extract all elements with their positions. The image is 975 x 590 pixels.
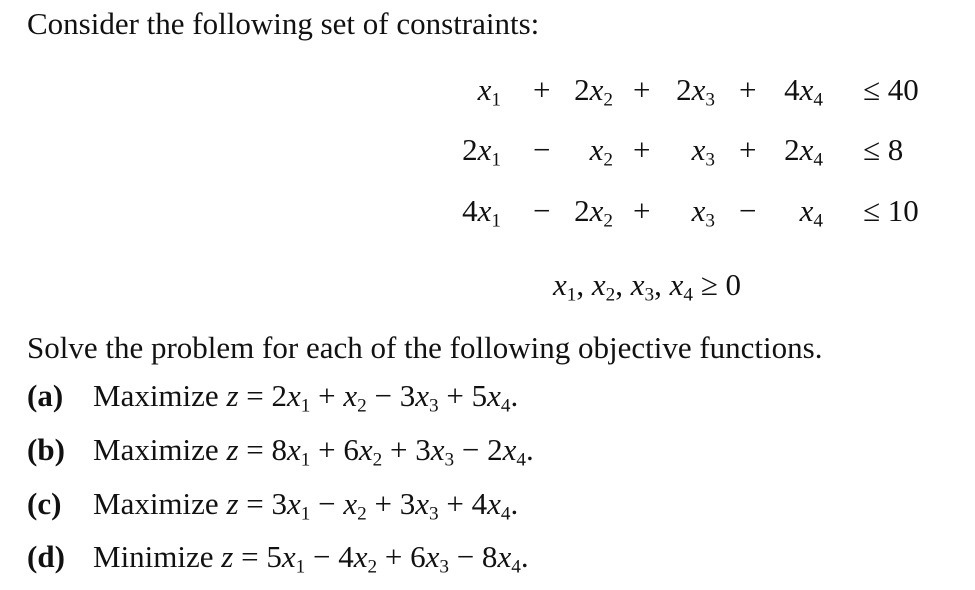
term: $4x_1$ bbox=[462, 193, 501, 232]
operator: + bbox=[633, 132, 651, 167]
term: $4x_4$ bbox=[784, 72, 823, 111]
objective-expression: $8x_1 + 6x_2 + 3x_3 - 2x_4$. bbox=[271, 432, 534, 471]
objective-variable: z bbox=[226, 486, 239, 521]
operator: − bbox=[533, 193, 551, 228]
term: $x_3$ bbox=[691, 193, 715, 232]
objective-a: (a) Maximize $z = 2x_1 + x_2 - 3x_3 + 5x_4$. bbox=[27, 378, 519, 417]
term: $x_4$ bbox=[799, 193, 823, 232]
relation-rhs: ≤ 8 bbox=[863, 132, 904, 167]
operator: − bbox=[739, 193, 757, 228]
objective-expression: $5x_1 - 4x_2 + 6x_3 - 8x_4$. bbox=[266, 539, 529, 578]
term: $x_3$ bbox=[691, 132, 715, 171]
objective-label: (c) bbox=[27, 486, 62, 521]
objective-expression: $3x_1 - x_2 + 3x_3 + 4x_4$. bbox=[271, 486, 519, 525]
operator: + bbox=[533, 72, 551, 107]
objective-c: (c) Maximize $z = 3x_1 - x_2 + 3x_3 + 4x_4$. bbox=[27, 486, 519, 525]
operator: + bbox=[633, 72, 651, 107]
objective-b: (b) Maximize $z = 8x_1 + 6x_2 + 3x_3 - 2x_4$. bbox=[27, 432, 534, 471]
objective-verb: Maximize bbox=[93, 486, 219, 521]
objective-d: (d) Minimize $z = 5x_1 - 4x_2 + 6x_3 - 8x_4$. bbox=[27, 539, 529, 578]
objective-label: (d) bbox=[27, 539, 65, 574]
intro-text: Consider the following set of constraints: bbox=[27, 6, 540, 41]
relation-rhs: ≤ 10 bbox=[863, 193, 919, 228]
objective-variable: z bbox=[226, 378, 239, 413]
term: $2x_1$ bbox=[462, 132, 501, 171]
instruction-text: Solve the problem for each of the following objective functions. bbox=[27, 330, 823, 365]
objective-verb: Minimize bbox=[93, 539, 214, 574]
term: $x_1$ bbox=[477, 72, 501, 111]
objective-expression: $2x_1 + x_2 - 3x_3 + 5x_4$. bbox=[271, 378, 519, 417]
objective-label: (b) bbox=[27, 432, 65, 467]
operator: + bbox=[739, 132, 757, 167]
term: $2x_2$ bbox=[574, 193, 613, 232]
objective-verb: Maximize bbox=[93, 378, 219, 413]
relation-rhs: ≤ 40 bbox=[863, 72, 919, 107]
operator: + bbox=[633, 193, 651, 228]
operator: − bbox=[533, 132, 551, 167]
term: $2x_3$ bbox=[676, 72, 715, 111]
term: $x_2$ bbox=[589, 132, 613, 171]
objective-verb: Maximize bbox=[93, 432, 219, 467]
operator: + bbox=[739, 72, 757, 107]
objective-variable: z bbox=[221, 539, 234, 574]
objective-variable: z bbox=[226, 432, 239, 467]
nonnegativity-constraint: $x_1$, $x_2$, $x_3$, $x_4 \ge 0$ bbox=[553, 267, 742, 306]
term: $2x_2$ bbox=[574, 72, 613, 111]
objective-label: (a) bbox=[27, 378, 64, 413]
term: $2x_4$ bbox=[784, 132, 823, 171]
